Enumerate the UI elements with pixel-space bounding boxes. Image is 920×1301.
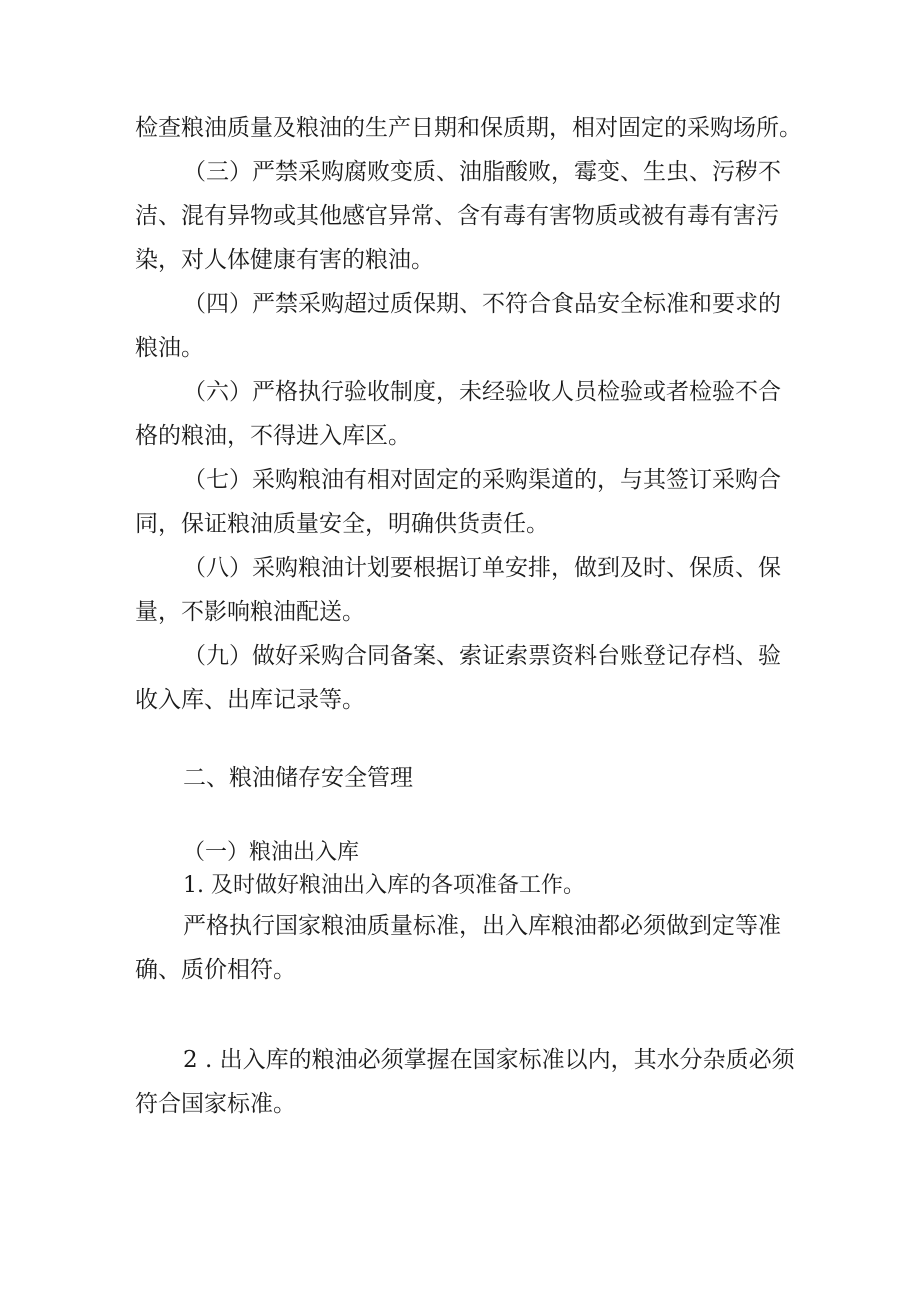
paragraph-line: 染，对人体健康有害的粮油。 — [135, 247, 434, 273]
paragraph-line: （四）严禁采购超过质保期、不符合食品安全标准和要求的 — [183, 291, 781, 317]
paragraph-line: 粮油。 — [135, 335, 204, 361]
paragraph-line: 同，保证粮油质量安全，明确供货责任。 — [135, 511, 549, 537]
subsection-heading: （一）粮油出入库 — [183, 840, 360, 865]
paragraph-line: （七）采购粮油有相对固定的采购渠道的，与其签订采购合 — [183, 467, 781, 493]
paragraph-line: 确、质价相符。 — [135, 957, 296, 983]
paragraph-line: 2 . 出入库的粮油必须掌握在国家标准以内，其水分杂质必须 — [183, 1047, 795, 1073]
paragraph-line: 量，不影响粮油配送。 — [135, 599, 365, 625]
numbered-item: 1. 及时做好粮油出入库的各项准备工作。 — [183, 873, 585, 898]
paragraph-line: 收入库、出库记录等。 — [135, 687, 365, 713]
section-heading: 二、粮油储存安全管理 — [183, 765, 413, 791]
paragraph-line: 洁、混有异物或其他感官异常、含有毒有害物质或被有毒有害污 — [135, 203, 779, 229]
paragraph-line: （六）严格执行验收制度，未经验收人员检验或者检验不合 — [183, 379, 781, 405]
paragraph-line: （八）采购粮油计划要根据订单安排，做到及时、保质、保 — [183, 555, 781, 581]
paragraph-line: （九）做好采购合同备案、索证索票资料台账登记存档、验 — [183, 643, 781, 669]
paragraph-line: 格的粮油，不得进入库区。 — [135, 423, 411, 449]
paragraph-line: 严格执行国家粮油质量标准，出入库粮油都必须做到定等准 — [183, 913, 781, 939]
paragraph-line: （三）严禁采购腐败变质、油脂酸败，霉变、生虫、污秽不 — [183, 159, 781, 185]
paragraph-line: 符合国家标准。 — [135, 1091, 296, 1117]
paragraph-line: 检查粮油质量及粮油的生产日期和保质期，相对固定的采购场所。 — [135, 115, 802, 141]
